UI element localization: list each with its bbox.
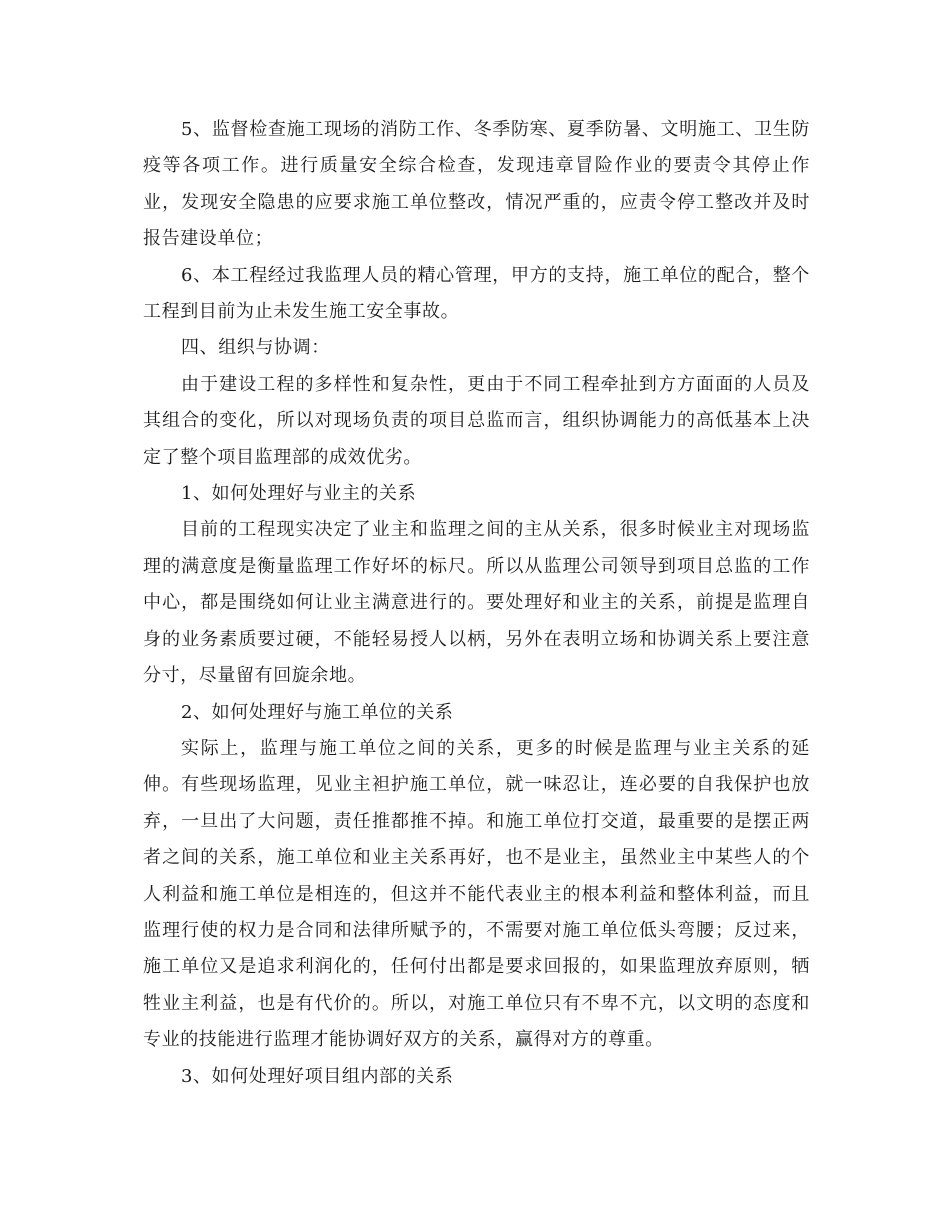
document-body xyxy=(143,112,810,1095)
section-heading-organization: 四、组织与协调： xyxy=(181,337,330,359)
paragraph-contractor-relations: 实际上，监理与施工单位之间的关系，更多的时候是监理与业主关系的延伸。有些现场监理，见业主袒护施工单位，就一味忍让，连必要的自我保护也放弃，一旦出了大问题，责任推都推不掉。和施工单位打交道，最重要的是摆正两者之间的关系，施工单位和业主关系再好，也不是业主，虽然业主中某些人的个人利益和施工单位是相连的，但这并不能代表业主的根本利益和整体利益，而且监理行使的权力是合同和法律所赋予的，不需要对施工单位低头弯腰；反过来，施工单位又是追求利润化的，任何付出都是要求回报的，如果监理放弃原则，牺牲业主利益，也是有代价的。所以，对施工单位只有不卑不亢，以文明的态度和专业的技能进行监理才能协调好双方的关系，赢得对方的尊重。 xyxy=(143,737,810,1051)
paragraph-no-accidents: 6、本工程经过我监理人员的精心管理，甲方的支持，施工单位的配合，整个工程到目前为止未发生施工安全事故。 xyxy=(143,264,810,323)
subheading-owner-relations: 1、如何处理好与业主的关系 xyxy=(181,483,417,505)
subheading-internal-relations: 3、如何处理好项目组内部的关系 xyxy=(181,1065,454,1087)
paragraph-coordination-intro: 由于建设工程的多样性和复杂性，更由于不同工程牵扯到方方面面的人员及其组合的变化，所以对现场负责的项目总监而言，组织协调能力的高低基本上决定了整个项目监理部的成效优劣。 xyxy=(143,373,810,468)
subheading-contractor-relations: 2、如何处理好与施工单位的关系 xyxy=(181,701,454,723)
paragraph-fire-safety-supervision: 5、监督检查施工现场的消防工作、冬季防寒、夏季防暑、文明施工、卫生防疫等各项工作。进行质量安全综合检查，发现违章冒险作业的要责令其停止作业，发现安全隐患的应要求施工单位整改，情况严重的，应责令停工整改并及时报告建设单位； xyxy=(143,119,810,250)
paragraph-owner-relations: 目前的工程现实决定了业主和监理之间的主从关系，很多时候业主对现场监理的满意度是衡量监理工作好坏的标尺。所以从监理公司领导到项目总监的工作中心，都是围绕如何让业主满意进行的。要处理好和业主的关系，前提是监理自身的业务素质要过硬，不能轻易授人以柄，另外在表明立场和协调关系上要注意分寸，尽量留有回旋余地。 xyxy=(143,519,810,687)
